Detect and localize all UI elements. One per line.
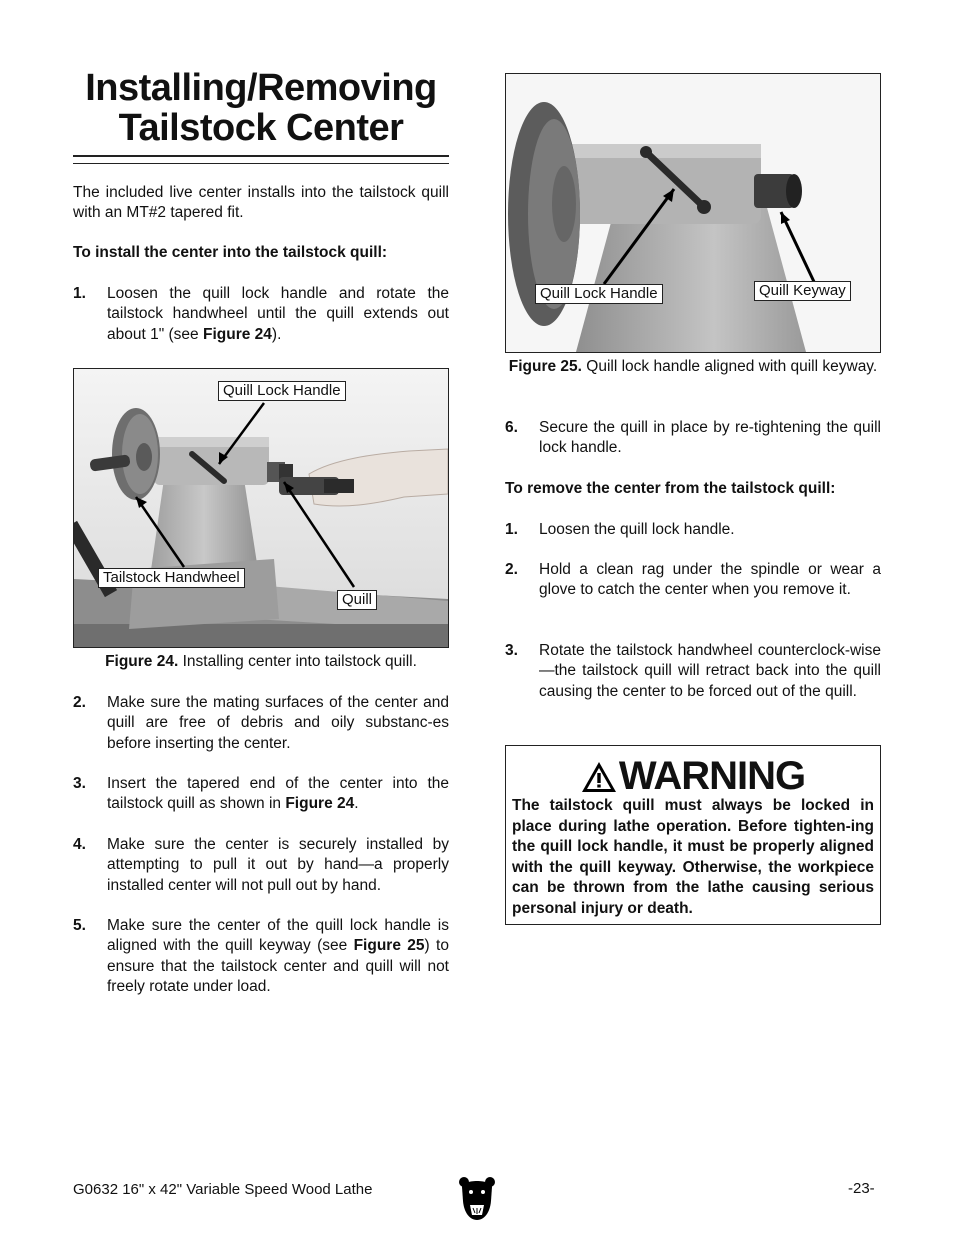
- figure-25-photo: [505, 73, 881, 353]
- warning-heading: [506, 754, 880, 802]
- step-text: [107, 774, 449, 815]
- caption-label: Figure 25.: [508, 358, 582, 375]
- step-number: 4.: [73, 836, 86, 853]
- figure-24-caption: [73, 652, 449, 672]
- remove-step-3: [505, 641, 881, 723]
- step-number: 2.: [505, 561, 518, 578]
- step-text-post: .: [354, 795, 359, 813]
- step-number: 3.: [73, 775, 86, 792]
- page-number: -23-: [848, 1180, 875, 1197]
- step-number: 1.: [505, 521, 518, 538]
- step-text: Make sure the mating surfaces of the center and quill are free of debris and oily substanc-es before inserting the center.: [107, 694, 449, 752]
- title-rule-bottom: [73, 163, 449, 164]
- step-number: 3.: [505, 642, 518, 659]
- step-text-post: ).: [271, 325, 282, 343]
- figure-24-photo: [73, 368, 449, 648]
- step-text: Hold a clean rag under the spindle or wear a glove to catch the center when you remove it.: [539, 561, 881, 599]
- caption-text: Quill lock handle aligned with quill keyway.: [586, 358, 878, 375]
- caption-text: Installing center into tailstock quill.: [182, 653, 417, 670]
- callout-quill-lock-handle: Quill Lock Handle: [535, 284, 663, 304]
- step-text-pre: Make sure the center of the quill lock handle is aligned with the quill keyway (see: [107, 917, 449, 955]
- step-text: Rotate the tailstock handwheel counterclock-wise—the tailstock quill will retract back into the quill causing the center to be forced out of the quill.: [539, 642, 881, 700]
- warning-title: WARNING: [618, 754, 806, 798]
- install-step-1: [73, 284, 449, 346]
- step-text: [107, 284, 449, 345]
- install-step-6: [505, 418, 881, 460]
- step-text-post: ) to ensure that the tailstock center and quill will not freely rotate under load.: [107, 937, 449, 996]
- callout-tailstock-handwheel: Tailstock Handwheel: [98, 568, 245, 588]
- remove-heading: To remove the center from the tailstock quill:: [505, 480, 836, 497]
- step-text: Make sure the center is securely installed by attempting to pull it out by hand—a properly installed center will not pull out by hand.: [107, 836, 449, 894]
- callout-quill-keyway: Quill Keyway: [754, 281, 851, 301]
- warning-text: The tailstock quill must always be locked in place during lathe operation. Before tighten-ing the quill lock handle, it must be properly aligned with the quill keyway. Otherwise, the workpiece can be thrown from the lathe causing serious personal injury or death.: [512, 797, 874, 917]
- step-text: [107, 916, 449, 998]
- quill-lock-handle-closeup: [506, 74, 880, 352]
- page-title: Installing/Removing Tailstock Center: [85, 67, 437, 149]
- install-step-4: [73, 835, 449, 897]
- title-rule-top: [73, 155, 449, 157]
- caption-label: Figure 24.: [105, 653, 179, 670]
- figure-reference: Figure 24: [285, 795, 355, 813]
- intro-paragraph: The included live center installs into the tailstock quill with an MT#2 tapered fit.: [73, 184, 449, 222]
- step-number: 6.: [505, 419, 518, 436]
- footer-model: G0632 16" x 42" Variable Speed Wood Lathe: [73, 1181, 373, 1198]
- callout-quill: Quill: [337, 590, 377, 610]
- install-step-3: [73, 774, 449, 816]
- step-text-pre: Insert the tapered end of the center into the tailstock quill as shown in: [107, 775, 449, 813]
- figure-reference: Figure 24: [202, 325, 272, 343]
- remove-step-1: [505, 520, 881, 542]
- callout-quill-lock-handle: Quill Lock Handle: [218, 381, 346, 401]
- step-text: Loosen the quill lock handle.: [539, 521, 735, 538]
- install-heading: To install the center into the tailstock quill:: [73, 244, 388, 261]
- figure-25-caption: [505, 357, 881, 377]
- step-number: 5.: [73, 917, 86, 934]
- install-step-2: [73, 693, 449, 755]
- lathe-tailstock-illustration: [74, 369, 448, 647]
- warning-box: [505, 745, 881, 925]
- step-text: Secure the quill in place by re-tightening the quill lock handle.: [539, 419, 881, 457]
- remove-step-2: [505, 560, 881, 622]
- step-number: 2.: [73, 694, 86, 711]
- step-number: 1.: [73, 285, 86, 302]
- install-step-5: [73, 916, 449, 998]
- step-text-pre: Loosen the quill lock handle and rotate the tailstock handwheel until the quill extends out about 1" (see: [107, 285, 449, 343]
- figure-reference: Figure 25: [353, 937, 425, 955]
- bear-head-icon: [458, 1175, 496, 1226]
